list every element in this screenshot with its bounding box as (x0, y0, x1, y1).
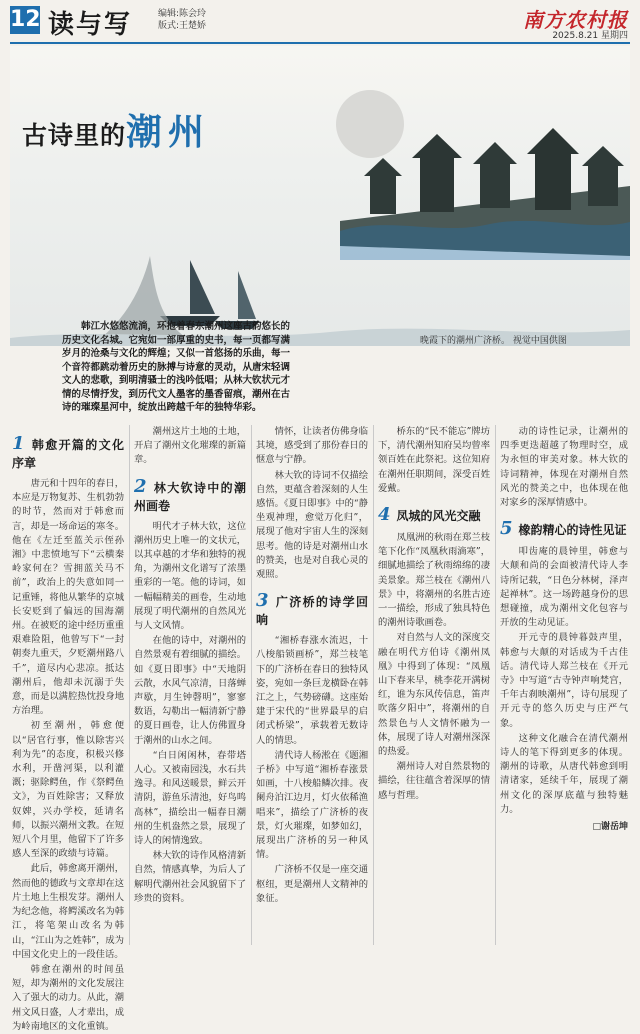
paragraph: 情怀，让读者仿佛身临其境，感受到了那份春日的惬意与宁静。 (256, 426, 368, 466)
paragraph: 林大钦的诗词不仅描绘自然，更蕴含着深刻的人生感悟。《夏日即事》中的“静坐观神理，愈觉万化归”，展现了他对宇宙人生的深刻思考。他的诗是对潮州山水的赞美，也是对自我心灵的观照。 (256, 469, 368, 581)
column-body (12, 433, 124, 1034)
column-body (256, 425, 368, 906)
photo-caption: 晚霞下的潮州广济桥。 视觉中国供图 (420, 336, 567, 346)
column-divider (373, 425, 374, 945)
section-heading (256, 590, 368, 628)
section-heading (500, 518, 628, 539)
newspaper-brand: 南方农村报 (523, 8, 628, 32)
section-number: 4 (378, 504, 391, 526)
section-heading-text: 广济桥的诗学回响 (256, 595, 368, 628)
paragraph: 林大钦的诗作风格清新自然，情感真挚，为后人了解明代潮州社会风貌留下了珍贵的资料。 (134, 850, 246, 904)
column-divider (129, 425, 130, 945)
hero-artwork (10, 46, 630, 346)
section-heading-text: 橡韵精心的诗性见证 (518, 523, 627, 538)
paragraph: 叩齿庵的晨钟里，韩愈与大颠和尚的会面被清代诗人李诗所记载，“日色分林树，泽声起禅林”。这一场跨越身份的思想碰撞，成为潮州文化包容与开放的生动见证。 (500, 546, 628, 629)
paragraph: 唐元和十四年的春日，本应是万物复苏、生机勃勃的时节，然而对于韩愈而言，却是一场命运的寒冬。他在《左迁至蓝关示侄孙湘》中悲愤地写下“云横秦岭家何在？雪拥蓝关马不前”，政治上的失意如同一记重锤，将他从繁华的京城长安贬到了偏远的国海潮州。在被贬的途中经历重重艰难险阻，他曾写下“一封朝奏九重天，夕贬潮州路八千”，道尽内心悲凉。抵达潮州后，他却未沉溺于失意，而是以满腔热忱投身地方治理。 (12, 478, 124, 717)
page-number: 12 (10, 7, 41, 32)
article-intro: 韩江水悠悠流淌，环抱着春东潮州这座古韵悠长的历史文化名城。它宛如一部厚重的史书，每一页都写满岁月的沧桑与文化的辉煌；又似一首悠扬的乐曲，每一个音符都跳动着历史的脉搏与诗意的灵动，从唐宋轻调文人的悲歌，到明清骚士的浅吟低唱；从林大钦状元才情的尽情抒发，到历代文人墨客的墨香留痕，潮州在古诗的璀璨星河中，绽放出跨越千年的独特华彩。 (62, 321, 291, 413)
section-number: 1 (12, 433, 25, 454)
paragraph: 潮州这片土地的土地，开启了潮州文化璀璨的新篇章。 (134, 426, 246, 466)
article-title (22, 104, 210, 155)
column-body (378, 425, 490, 803)
issue-date: 2025.8.21 星期四 (552, 31, 628, 41)
section-title: 读与写 (48, 10, 133, 40)
title-prefix: 古诗里的 (22, 121, 127, 150)
section-heading (134, 476, 246, 514)
article-column-3 (256, 425, 368, 946)
editors-credit (158, 8, 206, 32)
section-number: 3 (256, 590, 269, 612)
article-column-2 (134, 425, 246, 946)
paragraph: “白日闲闲林，春带塔人心。又被南园浅，水石共逸寻。和风送暖景，鲜云开清阴，游鱼乐清池，好鸟鸣高林”，描绘出一幅春日潮州的生机盎然之景，展现了诗人的闲情逸致。 (134, 749, 246, 847)
proofreader-name: 版式:王楚娇 (158, 21, 207, 31)
author-byline: □谢岳坤 (592, 822, 628, 833)
paragraph: 韩愈在潮州的时间虽短，却为潮州的文化发展注入了强大的动力。从此，潮州文风日盛，人才辈出，成为岭南地区的文化重镇。 (12, 963, 124, 1032)
paragraph: 潮州诗人对自然景物的描绘，往往蕴含着深厚的情感与哲理。 (378, 761, 490, 801)
paragraph: 在他的诗中，对潮州的自然景观有着细腻的描绘。如《夏日即事》中“天地阴云散，水风气凉清，日落蝉声歇，月生钟磬明”，寥寥数语，勾勒出一幅清新宁静的夏日画卷，让人仿佛置身于潮州的山水之间。 (134, 635, 246, 746)
column-body (500, 425, 628, 817)
section-number: 2 (134, 475, 147, 497)
section-heading (12, 433, 124, 471)
paragraph: “湘桥春涨水流迟，十八梭船锁画桥”，郑兰枝笔下的广济桥在春日的独特风姿，宛如一条巨龙横卧在韩江之上，气势磅礴。这座始建于宋代的“世界最早的启闭式桥梁”，承载着无数诗人的情思。 (256, 635, 368, 746)
section-heading-text: 凤城的风光交融 (396, 509, 481, 524)
boat-shapes (160, 260, 260, 329)
article-column-5 (500, 425, 628, 946)
page-header (0, 0, 640, 42)
section-number: 5 (500, 518, 513, 540)
paragraph: 桥东的“民不能忘”牌坊下，清代潮州知府吴均曾率领百姓在此祭祀。这位知府在潮州任职期间，深受百姓爱戴。 (378, 426, 490, 494)
header-rule (10, 42, 630, 44)
section-heading-text: 林大钦诗中的潮州画卷 (134, 480, 246, 513)
title-main: 潮州 (126, 112, 211, 153)
moon-shape (336, 90, 404, 158)
paragraph: 广济桥不仅是一座交通枢纽，更是潮州人文精神的象征。 (256, 864, 368, 904)
article-column-1 (12, 425, 124, 1032)
paragraph: 凤凰洲的秋雨在郑兰枝笔下化作“凤凰秋雨滴寒”，细腻地描绘了秋雨绵绵的凄美景象。郑兰枝在《潮州八景》中，将潮州的名胜古迹一一描绘，形成了独具特色的潮州诗歌画卷。 (378, 532, 490, 629)
editor-name: 编辑:陈会玲 (158, 9, 207, 19)
paragraph: 动的诗性记录，让潮州的四季更迭超越了物理时空，成为永恒的审美对象。林大钦的诗词精神，体现在对潮州自然风光的赞美之中，也体现在他对家乡的深厚情感中。 (500, 426, 628, 509)
column-body (134, 425, 246, 906)
paragraph: 明代才子林大钦，这位潮州历史上唯一的文状元，以其卓越的才华和独特的视角，为潮州文化谱写了浓墨重彩的一笔。他的诗词，如一幅幅精美的画卷，生动地展现了明代潮州的自然风光与人文风情。 (134, 520, 246, 632)
paragraph: 清代诗人杨淞在《题湘子桥》中写道“湘桥春涨景如画，十八梭船鳞次排。夜阑舟泊江边月，灯火依稀渔唱来”，描绘了广济桥的夜景，灯火璀璨，如梦如幻，展现出广济桥的另一种风情。 (256, 749, 368, 861)
column-divider (251, 425, 252, 945)
paragraph: 此后，韩愈离开潮州，然而他的德政与文章却在这片土地上生根发芽。潮州人为纪念他，将鳄溪改名为韩江，将笔架山改名为韩山，“江山为之姓韩”，成为中国文化史上的一段佳话。 (12, 863, 124, 960)
paragraph: 对自然与人文的深度交融在明代方伯诗《潮州凤凰》中得到了体现：“凤凰山下春来早，桃李花开满树红，谁为东风传信息，笛声吹落夕阳中”，将潮州的自然景色与人文情怀融为一体，展现了诗人对潮州深深的热爱。 (378, 632, 490, 758)
article-column-4 (378, 425, 490, 946)
column-divider (495, 425, 496, 945)
paragraph: 开元寺的晨钟暮鼓声里，韩愈与大颠的对话成为千古佳话。清代诗人郑兰枝在《开元寺》中写道“古寺钟声响梵宫，千年古刹映潮州”，诗句展现了开元寺的悠久历史与庄严气象。 (500, 632, 628, 729)
hero-illustration (10, 46, 630, 346)
section-heading (378, 504, 490, 525)
section-heading-text: 韩愈开篇的文化序章 (12, 438, 124, 470)
paragraph: 这种文化融合在清代潮州诗人的笔下得到更多的体现。潮州的诗歌，从唐代韩愈到明清诸家，延续千年，展现了潮州文化的深厚底蕴与独特魅力。 (500, 732, 628, 815)
paragraph: 初至潮州，韩愈便以“居官行事，惟以除害兴利为先”的态度，积极兴修水利，开凿河渠，以利灌溉；驱除鳄鱼，作《祭鳄鱼文》，为百姓除害；又释放奴婢，兴办学校，延请名师，以振兴潮州文教。在短短八个月里，他留下了许多感人至深的政绩与诗篇。 (12, 720, 124, 860)
